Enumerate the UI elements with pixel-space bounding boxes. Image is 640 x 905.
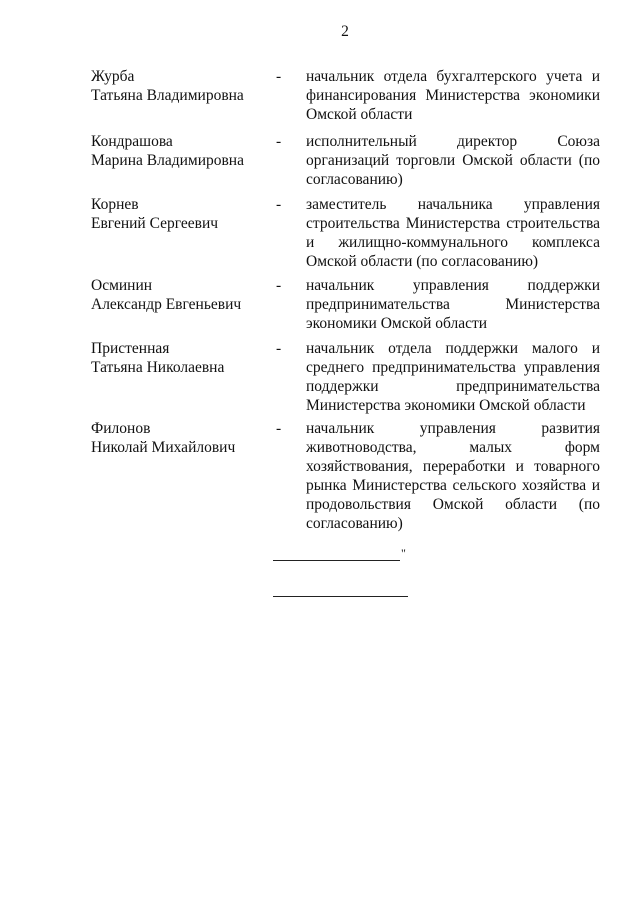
separator-dash: -	[276, 340, 282, 357]
separator-dash: -	[276, 277, 282, 294]
member-given-name: Александр Евгеньевич	[91, 296, 242, 313]
member-given-name: Марина Владимировна	[91, 152, 244, 169]
position-line: организаций торговли Омской области (по	[306, 152, 600, 169]
member-position	[306, 339, 600, 415]
member-surname: Журба	[91, 68, 135, 85]
separator-dash: -	[276, 68, 282, 85]
position-line: заместитель начальника управления	[306, 196, 600, 213]
position-line: поддержки предпринимательства	[306, 378, 600, 395]
member-name	[91, 195, 271, 233]
member-given-name: Татьяна Николаевна	[91, 359, 225, 376]
position-line: животноводства, малых форм	[306, 439, 600, 456]
member-name	[91, 276, 271, 314]
member-position	[306, 195, 600, 271]
separator-dash: -	[276, 420, 282, 437]
member-position	[306, 67, 600, 124]
position-line: продовольствия Омской области (по	[306, 496, 600, 513]
position-line: начальник управления поддержки	[306, 277, 600, 294]
separator-rule	[273, 596, 408, 597]
member-given-name: Татьяна Владимировна	[91, 87, 244, 104]
member-surname: Филонов	[91, 420, 151, 437]
member-given-name: Евгений Сергеевич	[91, 215, 219, 232]
member-name	[91, 132, 271, 170]
position-line: согласованию)	[306, 171, 403, 188]
position-line: согласованию)	[306, 515, 403, 532]
position-line: экономики Омской области	[306, 315, 488, 332]
position-line: строительства Министерства строительства	[306, 215, 600, 232]
separator-dash: -	[276, 133, 282, 150]
separator-dash: -	[276, 196, 282, 213]
position-line: среднего предпринимательства управления	[306, 359, 600, 376]
member-name	[91, 419, 271, 457]
member-name	[91, 339, 271, 377]
member-position	[306, 276, 600, 333]
position-line: хозяйствования, переработки и товарного	[306, 458, 600, 475]
member-surname: Пристенная	[91, 340, 170, 357]
position-line: начальник отдела бухгалтерского учета и	[306, 68, 600, 85]
member-surname: Корнев	[91, 196, 139, 213]
member-surname: Осминин	[91, 277, 153, 294]
member-name	[91, 67, 271, 105]
position-line: начальник управления развития	[306, 420, 600, 437]
position-line: Министерства экономики Омской области	[306, 397, 586, 414]
position-line: предпринимательства Министерства	[306, 296, 600, 313]
position-line: финансирования Министерства экономики	[306, 87, 600, 104]
position-line: исполнительный директор Союза	[306, 133, 600, 150]
closing-rule	[273, 560, 400, 561]
page-number: 2	[341, 23, 349, 40]
member-position	[306, 419, 600, 533]
member-position	[306, 132, 600, 189]
position-line: Омской области (по согласованию)	[306, 253, 539, 270]
member-surname: Кондрашова	[91, 133, 173, 150]
position-line: рынка Министерства сельского хозяйства и	[306, 477, 600, 494]
position-line: начальник отдела поддержки малого и	[306, 340, 600, 357]
position-line: Омской области	[306, 106, 413, 123]
closing-quote: "	[401, 546, 406, 560]
member-given-name: Николай Михайлович	[91, 439, 236, 456]
position-line: и жилищно-коммунального комплекса	[306, 234, 600, 251]
